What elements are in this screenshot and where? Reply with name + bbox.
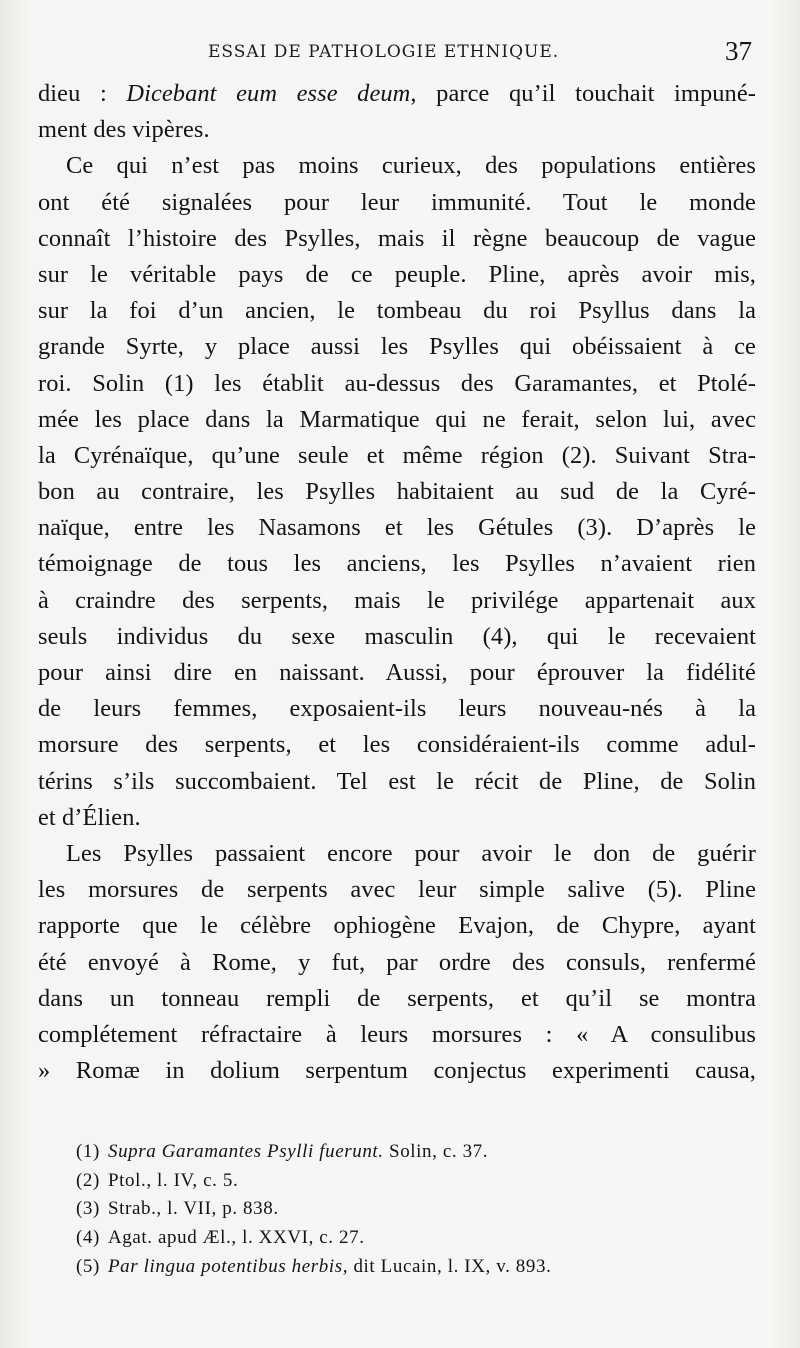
text-line: pour ainsi dire en naissant. Aussi, pour éprouver la fidélité: [38, 659, 756, 686]
text-line: la Cyrénaïque, qu’une seule et même région (2). Suivant Stra-: [38, 441, 756, 469]
text-line: grande Syrte, y place aussi les Psylles qui obéissaient à ce: [38, 333, 756, 361]
text-line: les morsures de serpents avec leur simple salive (5). Pline: [38, 876, 756, 904]
footnote-mark: (4): [76, 1227, 100, 1249]
footnote-mark: (1): [76, 1141, 100, 1162]
footnote-mark: (5): [76, 1255, 100, 1277]
text-line: Les Psylles passaient encore pour avoir le don de guérir: [66, 839, 756, 867]
text-line: morsure des serpents, et les considéraient-ils comme adul-: [38, 731, 756, 759]
page-number: 37: [725, 36, 752, 66]
text-line: rapporte que le célèbre ophiogène Evajon, de Chypre, ayant: [38, 912, 756, 940]
text-line: Ce qui n’est pas moins curieux, des populations entières: [66, 152, 756, 180]
text-line: » Romæ in dolium serpentum conjectus experimenti causa,: [38, 1057, 756, 1085]
text-line: térins s’ils succombaient. Tel est le récit de Pline, de Solin: [38, 767, 756, 795]
text-line: seuls individus du sexe masculin (4), qui le recevaient: [38, 622, 756, 650]
text-line: à craindre des serpents, mais le privilége appartenait aux: [38, 586, 756, 614]
text-line: mée les place dans la Marmatique qui ne ferait, selon lui, avec: [38, 405, 756, 433]
footnotes: [76, 1138, 716, 1282]
text-line: sur la foi d’un ancien, le tombeau du roi Psyllus dans la: [38, 297, 756, 325]
footnote: (5) Par lingua potentibus herbis, dit Lucain, l. IX, v. 893.: [76, 1255, 552, 1277]
footnote: (3) Strab., l. VII, p. 838.: [76, 1198, 279, 1220]
text-line: bon au contraire, les Psylles habitaient au sud de la Cyré-: [38, 478, 756, 506]
text-line: de leurs femmes, exposaient-ils leurs nouveau-nés à la: [38, 695, 756, 723]
page-header: [40, 36, 752, 68]
text-line: ment des vipères.: [38, 116, 210, 144]
text-line: et d’Élien.: [38, 803, 141, 831]
footnote-mark: (2): [76, 1169, 100, 1191]
text-line: dans un tonneau rempli de serpents, et qu’il se montra: [38, 984, 756, 1012]
text-line: sur le véritable pays de ce peuple. Pline, après avoir mis,: [38, 260, 756, 288]
text-line: été envoyé à Rome, y fut, par ordre des consuls, renfermé: [38, 948, 756, 976]
running-title: ESSAI DE PATHOLOGIE ETHNIQUE.: [208, 42, 560, 62]
text-line: ont été signalées pour leur immunité. Tout le monde: [38, 188, 756, 216]
text-line: roi. Solin (1) les établit au-dessus des Garamantes, et Ptolé-: [38, 369, 756, 397]
text-line: dieu : Dicebant eum esse deum, parce qu’il touchait impuné-: [38, 80, 756, 107]
text-line: complétement réfractaire à leurs morsures : « A consulibus: [38, 1020, 756, 1048]
footnote-mark: (3): [76, 1198, 100, 1220]
footnote: (1) Supra Garamantes Psylli fuerunt. Solin, c. 37.: [76, 1141, 489, 1162]
text-line: témoignage de tous les anciens, les Psylles n’avaient rien: [38, 550, 756, 578]
text-line: naïque, entre les Nasamons et les Gétules (3). D’après le: [38, 514, 756, 542]
footnote: (4) Agat. apud Æl., l. XXVI, c. 27.: [76, 1227, 365, 1249]
footnote: (2) Ptol., l. IV, c. 5.: [76, 1169, 239, 1191]
text-line: connaît l’histoire des Psylles, mais il règne beaucoup de vague: [38, 224, 756, 252]
body-text: [38, 76, 756, 1089]
